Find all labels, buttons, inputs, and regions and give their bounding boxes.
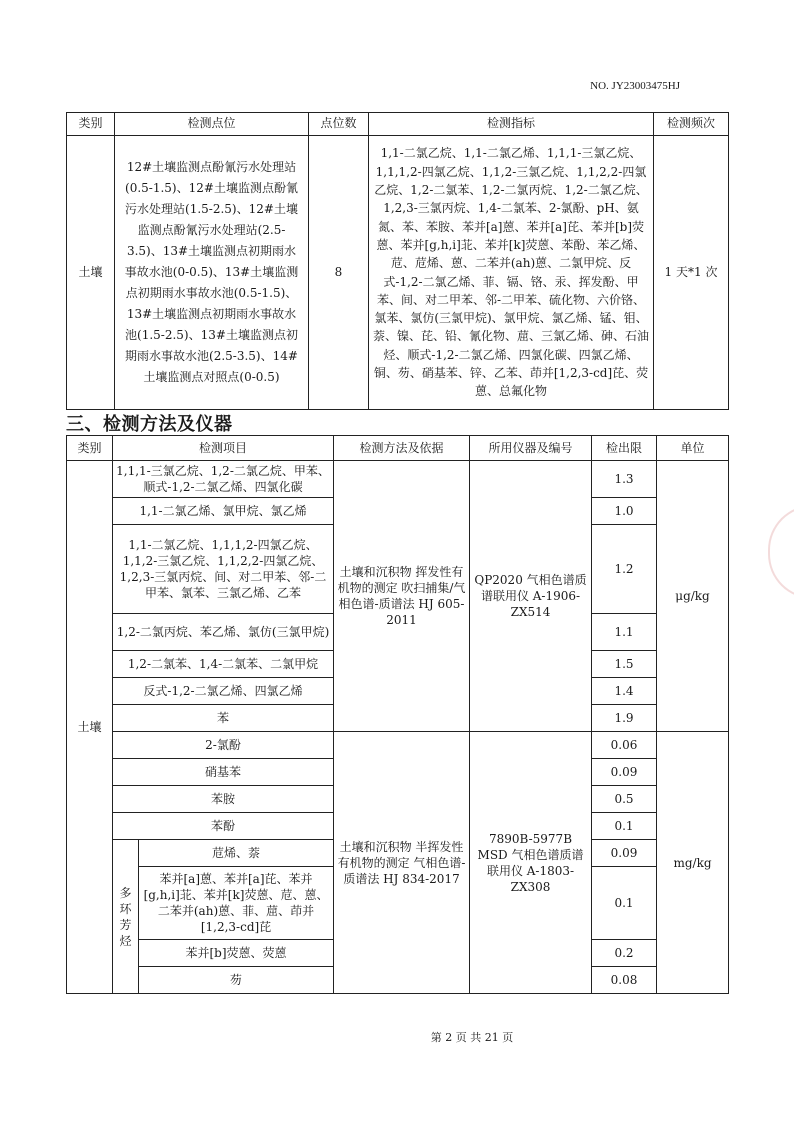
item-name: 苯酚 — [113, 813, 334, 840]
item-name: 1,1-二氯乙烯、氯甲烷、氯乙烯 — [113, 498, 334, 525]
monitoring-points-table — [66, 112, 729, 410]
header-category: 类别 — [67, 436, 113, 461]
unit-cell: mg/kg — [657, 732, 729, 994]
limit-value: 1.2 — [592, 525, 657, 614]
item-name: 2-氯酚 — [113, 732, 334, 759]
limit-value: 1.9 — [592, 705, 657, 732]
section-title: 三、检测方法及仪器 — [66, 414, 233, 435]
instrument-cell: QP2020 气相色谱质谱联用仪 A-1906-ZX514 — [470, 461, 592, 732]
methods-table — [66, 435, 729, 994]
unit-cell: μg/kg — [657, 461, 729, 732]
item-name: 1,2-二氯丙烷、苯乙烯、氯仿(三氯甲烷) — [113, 614, 334, 651]
header-category: 类别 — [67, 113, 115, 136]
item-name: 1,1-二氯乙烷、1,1,1,2-四氯乙烷、1,1,2-三氯乙烷、1,1,2,2-四氯乙烷、1,2,3-三氯丙烷、间、对二甲苯、邻-二甲苯、氯苯、三氯乙烯、乙苯 — [113, 525, 334, 614]
header-instrument: 所用仪器及编号 — [470, 436, 592, 461]
item-name: 苯并[b]荧蒽、荧蒽 — [139, 940, 334, 967]
limit-value: 1.5 — [592, 651, 657, 678]
row-count: 8 — [309, 136, 369, 410]
item-name: 苊烯、萘 — [139, 840, 334, 867]
limit-value: 0.5 — [592, 786, 657, 813]
limit-value: 1.0 — [592, 498, 657, 525]
table-row — [67, 461, 729, 498]
method-cell: 土壤和沉积物 半挥发性有机物的测定 气相色谱-质谱法 HJ 834-2017 — [334, 732, 470, 994]
stamp-mark — [768, 505, 794, 599]
item-name: 苯并[a]蒽、苯并[a]芘、苯并[g,h,i]苝、苯并[k]荧蒽、苊、蒽、二苯并(ah)蒽、菲、䓛、茚并[1,2,3-cd]芘 — [139, 867, 334, 940]
item-name: 硝基苯 — [113, 759, 334, 786]
header-frequency: 检测频次 — [654, 113, 729, 136]
header-method: 检测方法及依据 — [334, 436, 470, 461]
row-frequency: 1 天*1 次 — [654, 136, 729, 410]
table-header-row — [67, 113, 729, 136]
header-item: 检测项目 — [113, 436, 334, 461]
item-name: 1,2-二氯苯、1,4-二氯苯、二氯甲烷 — [113, 651, 334, 678]
limit-value: 0.1 — [592, 813, 657, 840]
header-points: 检测点位 — [115, 113, 309, 136]
limit-value: 1.4 — [592, 678, 657, 705]
row-points: 12#土壤监测点酚氰污水处理站(0.5-1.5)、12#土壤监测点酚氰污水处理站(1.5-2.5)、12#土壤监测点酚氰污水处理站(2.5-3.5)、13#土壤监测点初期雨水事故水池(0-0.5)、13#土壤监测点初期雨水事故水池(0.5-1.5)、13#土壤监测点初期雨水事故水池(1.5-2.5)、13#土壤监测点初期雨水事故水池(2.5-3.5)、14#土壤监测点对照点(0-0.5) — [115, 136, 309, 410]
pah-label: 多环芳烃 — [113, 840, 139, 994]
row-indicators: 1,1-二氯乙烷、1,1-二氯乙烯、1,1,1-三氯乙烷、1,1,1,2-四氯乙烷、1,1,2-三氯乙烷、1,1,2,2-四氯乙烷、1,2-二氯苯、1,2-二氯丙烷、1,2-二氯乙烷、1,2,3-三氯丙烷、1,4-二氯苯、2-氯酚、pH、氨氮、苯、苯胺、苯并[a]蒽、苯并[a]芘、苯并[b]荧蒽、苯并[g,h,i]苝、苯并[k]荧蒽、苯酚、苯乙烯、苊、苊烯、蒽、二苯并(ah)蒽、二氯甲烷、反式-1,2-二氯乙烯、菲、镉、铬、汞、挥发酚、甲苯、间、对二甲苯、邻-二甲苯、硫化物、六价铬、氯苯、氯仿(三氯甲烷)、氯甲烷、氯乙烯、锰、钼、萘、镍、芘、铅、氰化物、䓛、三氯乙烯、砷、石油烃、顺式-1,2-二氯乙烯、四氯化碳、四氯乙烯、铜、芴、硝基苯、锌、乙苯、茚并[1,2,3-cd]芘、荧蒽、总氟化物 — [369, 136, 654, 410]
report-number: NO. JY23003475HJ — [590, 80, 680, 92]
item-name: 苯胺 — [113, 786, 334, 813]
item-name: 1,1,1-三氯乙烷、1,2-二氯乙烷、甲苯、顺式-1,2-二氯乙烯、四氯化碳 — [113, 461, 334, 498]
limit-value: 0.09 — [592, 759, 657, 786]
limit-value: 0.09 — [592, 840, 657, 867]
instrument-cell: 7890B-5977B MSD 气相色谱质谱联用仪 A-1803-ZX308 — [470, 732, 592, 994]
limit-value: 1.3 — [592, 461, 657, 498]
header-limit: 检出限 — [592, 436, 657, 461]
limit-value: 0.06 — [592, 732, 657, 759]
item-name: 反式-1,2-二氯乙烯、四氯乙烯 — [113, 678, 334, 705]
header-count: 点位数 — [309, 113, 369, 136]
table-header-row — [67, 436, 729, 461]
limit-value: 0.2 — [592, 940, 657, 967]
item-name: 芴 — [139, 967, 334, 994]
table-row — [67, 732, 729, 759]
limit-value: 0.1 — [592, 867, 657, 940]
item-name: 苯 — [113, 705, 334, 732]
table-row — [67, 136, 729, 410]
limit-value: 1.1 — [592, 614, 657, 651]
limit-value: 0.08 — [592, 967, 657, 994]
method-cell: 土壤和沉积物 挥发性有机物的测定 吹扫捕集/气相色谱-质谱法 HJ 605-2011 — [334, 461, 470, 732]
header-unit: 单位 — [657, 436, 729, 461]
row-category: 土壤 — [67, 136, 115, 410]
header-indicators: 检测指标 — [369, 113, 654, 136]
category-cell: 土壤 — [67, 461, 113, 994]
page-number: 第 2 页 共 21 页 — [430, 1031, 514, 1044]
